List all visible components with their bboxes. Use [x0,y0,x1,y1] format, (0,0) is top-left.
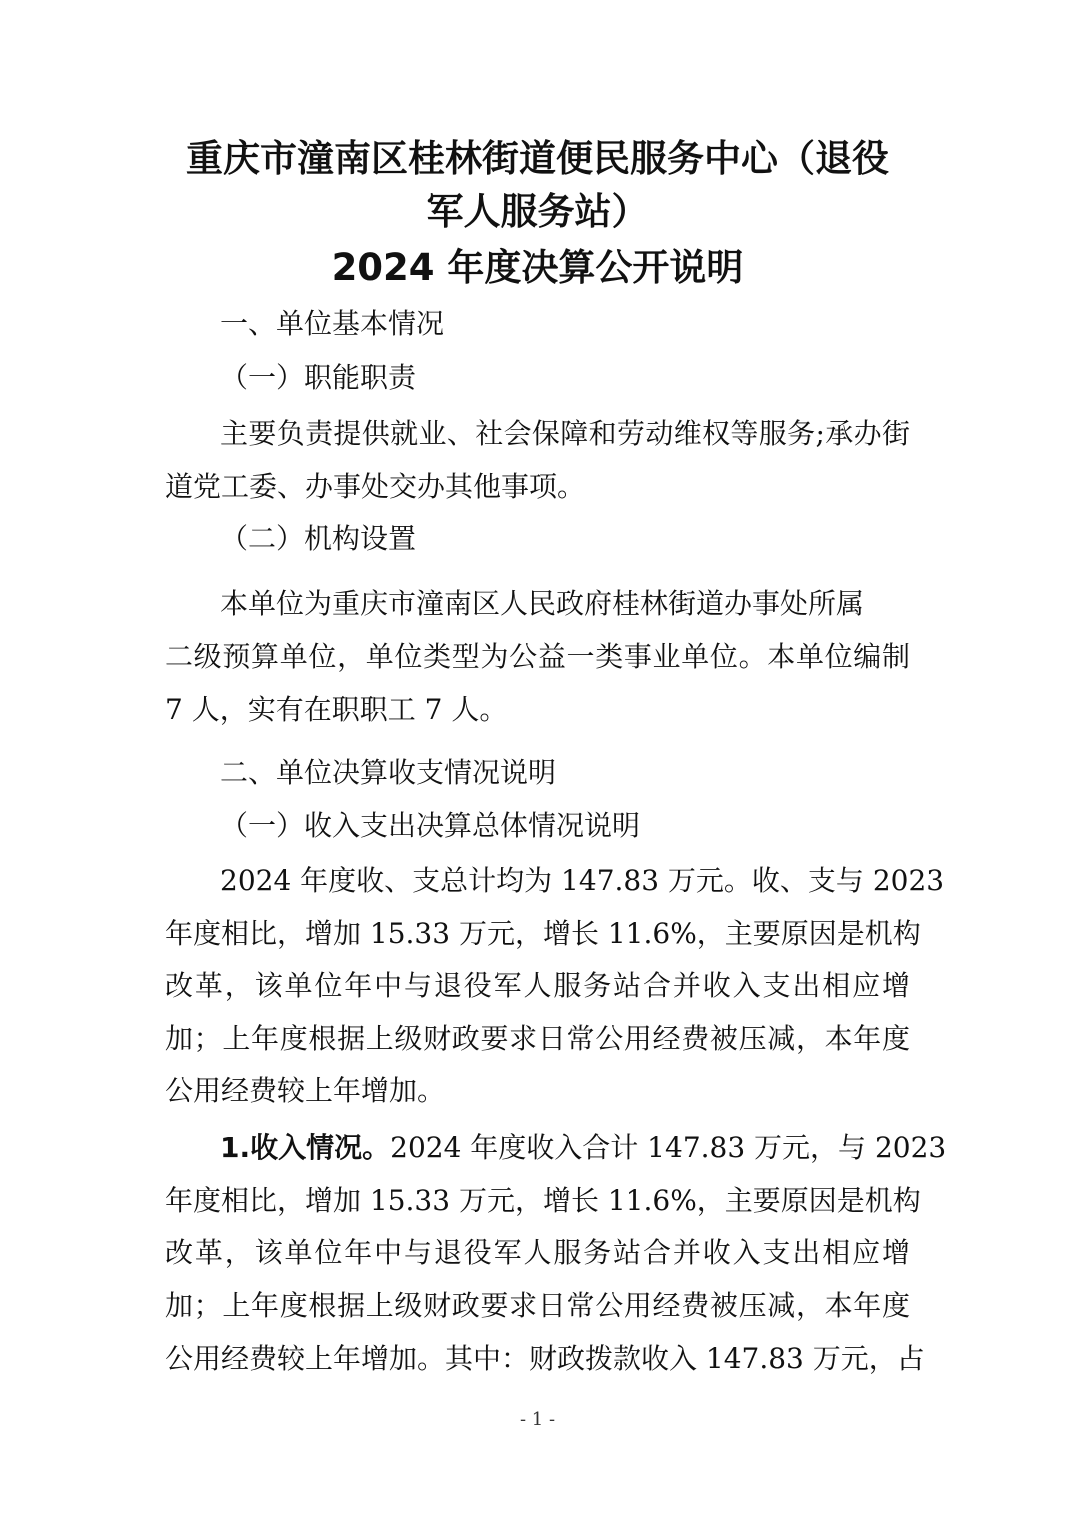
section-1-heading: 一、单位基本情况 [220,307,445,340]
doc-title-line-1: 重庆市潼南区桂林街道便民服务中心（退役 [186,137,889,180]
section-2-heading: 二、单位决算收支情况说明 [220,756,557,789]
paragraph-line: 公用经费较上年增加。其中：财政拨款收入 147.83 万元，占 [165,1342,925,1375]
doc-title-line-2: 军人服务站） [426,190,649,233]
income-label: 1.收入情况。 [220,1131,391,1164]
paragraph-line: 7 人，实有在职职工 7 人。 [165,693,508,726]
section-2-sub-1-heading: （一）收入支出决算总体情况说明 [220,809,641,842]
paragraph-line: 二级预算单位，单位类型为公益一类事业单位。本单位编制 [165,640,910,673]
income-first-line-text: 2024 年度收入合计 147.83 万元，与 2023 [390,1131,947,1164]
paragraph-line: 改革，该单位年中与退役军人服务站合并收入支出相应增 [165,1236,910,1269]
section-1-sub-1-heading: （一）职能职责 [220,361,417,394]
paragraph-line: 年度相比，增加 15.33 万元，增长 11.6%，主要原因是机构 [165,1184,921,1217]
income-paragraph-first-line [220,1128,947,1168]
paragraph-line: 本单位为重庆市潼南区人民政府桂林街道办事处所属 [220,587,865,620]
paragraph-line: 加；上年度根据上级财政要求日常公用经费被压减，本年度 [165,1022,910,1055]
paragraph-line: 加；上年度根据上级财政要求日常公用经费被压减，本年度 [165,1289,910,1322]
page-number: - 1 - [519,1409,556,1430]
paragraph-line: 公用经费较上年增加。 [165,1074,446,1107]
paragraph-line: 2024 年度收、支总计均为 147.83 万元。收、支与 2023 [220,864,945,897]
doc-title-line-3: 2024 年度决算公开说明 [331,246,744,289]
section-1-sub-2-heading: （二）机构设置 [220,522,417,555]
paragraph-line: 道党工委、办事处交办其他事项。 [165,470,586,503]
paragraph-line: 改革，该单位年中与退役军人服务站合并收入支出相应增 [165,969,910,1002]
paragraph-line: 主要负责提供就业、社会保障和劳动维权等服务;承办街 [220,417,910,450]
paragraph-line: 年度相比，增加 15.33 万元，增长 11.6%，主要原因是机构 [165,917,921,950]
